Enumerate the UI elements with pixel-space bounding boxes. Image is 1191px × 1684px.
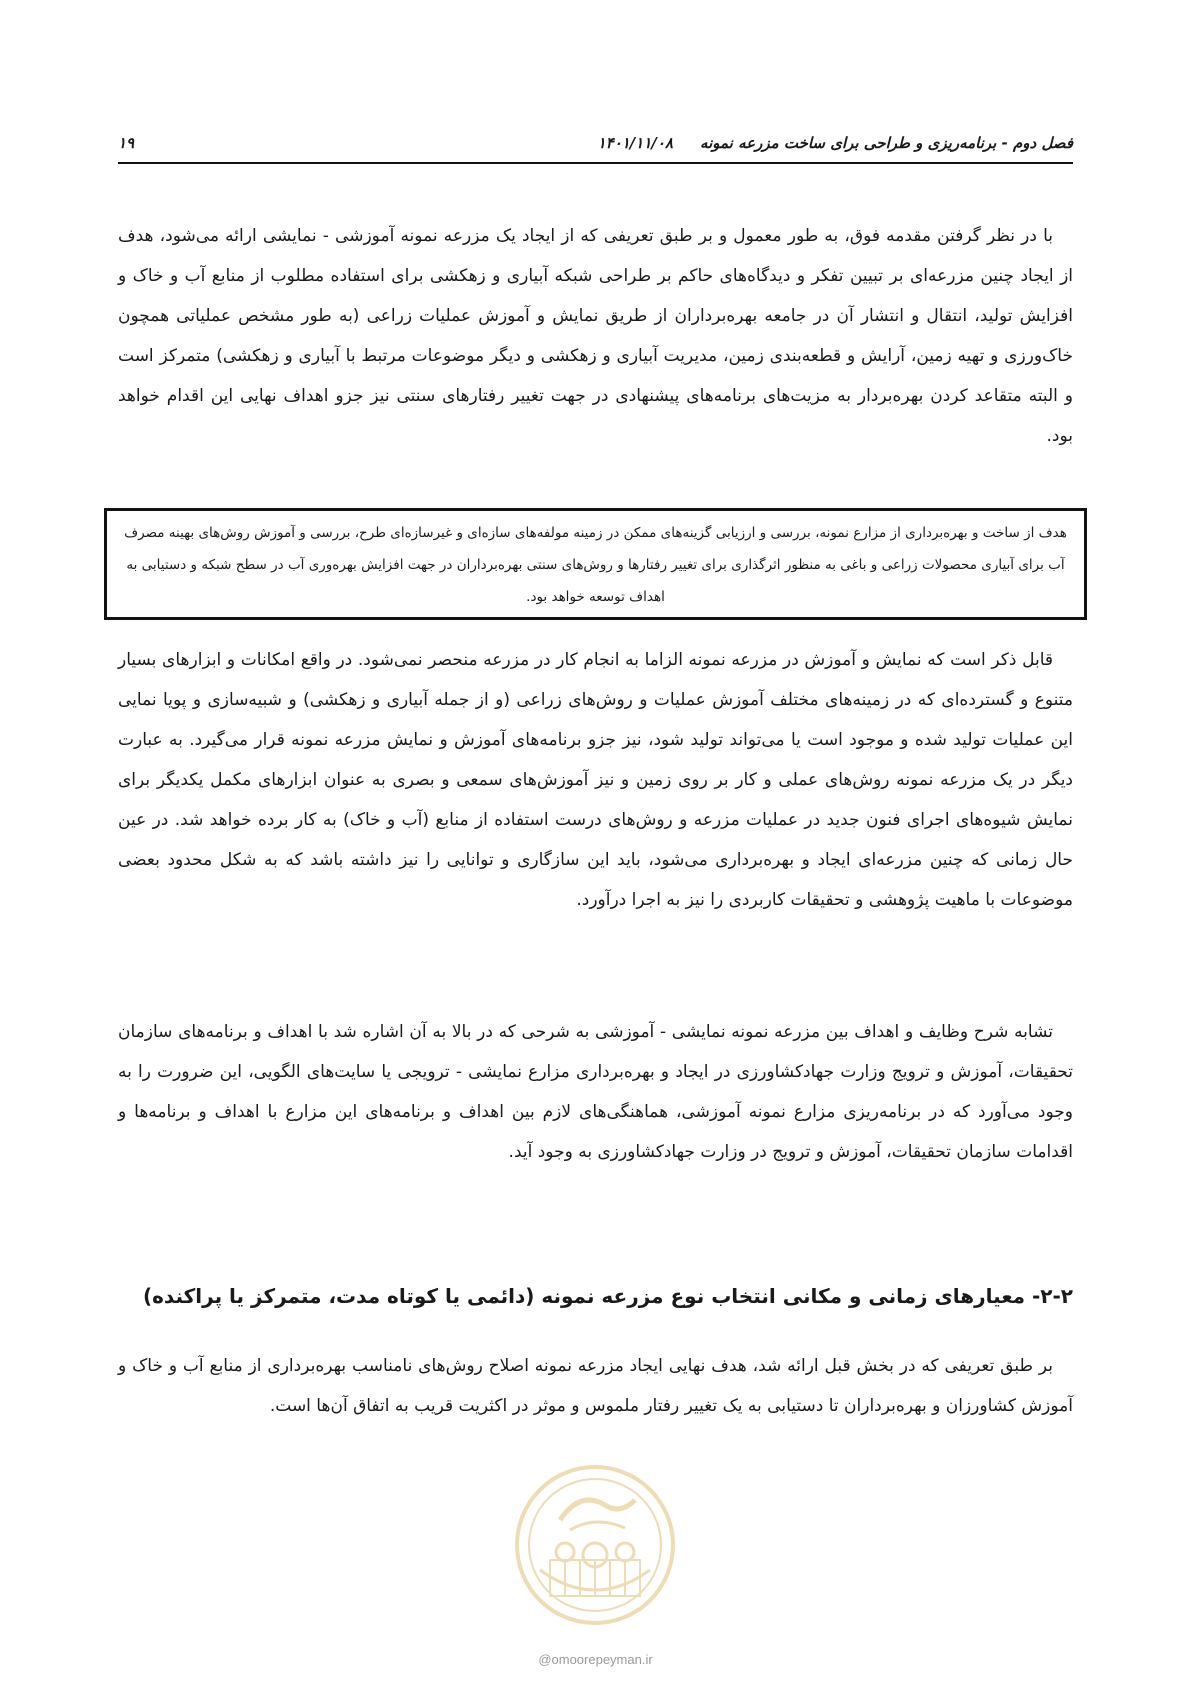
paragraph-text: تشابه شرح وظایف و اهداف بین مزرعه نمونه نمایشی - آموزشی به شرحی که در بالا به آن اشاره شد با اهداف و برنامه‌های سازمان تحقیقات، آموزش و ترویج وزارت جهادکشاورزی در ایجاد و بهره‌برداری مزارع نمایشی - ترویجی یا سایت‌های الگویی، این ضرورت را به وجود می‌آورد که در برنامه‌ریزی مزارع نمونه آموزشی، هماهنگی‌های لازم بین اهداف و برنامه‌های این مزارع با اهداف و برنامه‌ها و اقدامات سازمان تحقیقات، آموزش و ترویج در وزارت جهادکشاورزی به وجود آید. (118, 1022, 1073, 1162)
paragraph-text: با در نظر گرفتن مقدمه فوق، به طور معمول و بر طبق تعریفی که از ایجاد یک مزرعه نمونه آموزشی - نمایشی ارائه می‌شود، هدف از ایجاد چنین مزرعه‌ای بر تبیین تفکر و دیدگاه‌های حاکم بر طراحی شبکه آبیاری و زهکشی برای استفاده مطلوب از منابع آب و خاک و افزایش تولید، انتقال و انتشار آن در جامعه بهره‌برداران از طریق نمایش و آموزش عملیات زراعی (به طور مشخص عملیاتی همچون خاک‌ورزی و تهیه زمین، آرایش و قطعه‌بندی زمین، مدیریت آبیاری و زهکشی و دیگر موضوعات مرتبط با آبیاری و زهکشی) متمرکز است و البته متقاعد کردن بهره‌بردار به مزیت‌های برنامه‌های پیشنهادی در جهت تغییر رفتارهای سنتی نیز جزو اهداف نهایی این اقدام خواهد بود. (118, 226, 1073, 446)
paragraph-similarity (118, 1012, 1073, 1172)
header-date: ۱۴۰۱/۱۱/۰۸ (597, 134, 673, 152)
section-heading: ۲-۲- معیارهای زمانی و مکانی انتخاب نوع مزرعه نمونه (دائمی یا کوتاه مدت، متمرکز یا پراکنده) (142, 1284, 1073, 1308)
watermark-url: @omoorepeyman.ir (538, 1652, 653, 1667)
chapter-title: فصل دوم - برنامه‌ریزی و طراحی برای ساخت مزرعه نمونه (700, 134, 1073, 152)
paragraph-text: بر طبق تعریفی که در بخش قبل ارائه شد، هدف نهایی ایجاد مزرعه نمونه اصلاح روش‌های نامناسب بهره‌برداری از منابع آب و خاک و آموزش کشاورزان و بهره‌برداران تا دستیابی به یک تغییر رفتار ملموس و موثر در اکثریت قریب به اتفاق آن‌ها است. (118, 1356, 1073, 1416)
page-number: ۱۹ (118, 134, 135, 152)
seal-logo-icon (510, 1460, 680, 1630)
paragraph-text: قابل ذکر است که نمایش و آموزش در مزرعه نمونه الزاما به انجام کار در مزرعه منحصر نمی‌شود. در واقع امکانات و ابزارهای بسیار متنوع و گسترده‌ای که در زمینه‌های مختلف آموزش عملیات و روش‌های زراعی (و از جمله آبیاری و زهکشی) و شبیه‌سازی و پویا نمایی این عملیات تولید شده و موجود است یا می‌تواند تولید شود، نیز جزو برنامه‌های آموزش و نمایش مزرعه نمونه قرار می‌گیرد. به عبارت دیگر در یک مزرعه نمونه روش‌های عملی و کار بر روی زمین و نیز آموزش‌های سمعی و بصری به عنوان ابزارهای مکمل یکدیگر برای نمایش شیوه‌های اجرای فنون جدید در عملیات مزرعه و روش‌های درست استفاده از منابع (آب و خاک) به کار برده خواهد شد. در عین حال زمانی که چنین مزرعه‌ای ایجاد و بهره‌برداری می‌شود، باید این سازگاری و توانایی را نیز داشته باشد که به شکل محدود بعضی موضوعات با ماهیت پژوهشی و تحقیقات کاربردی را نیز به اجرا درآورد. (118, 650, 1073, 910)
paragraph-intro (118, 216, 1073, 456)
paragraph-definition (118, 1346, 1073, 1426)
paragraph-demonstration (118, 640, 1073, 920)
page-header (118, 130, 1073, 164)
highlight-box-text: هدف از ساخت و بهره‌برداری از مزارع نمونه، بررسی و ارزیابی گزینه‌های ممکن در زمینه مولفه‌های سازه‌ای و غیرسازه‌ای طرح، بررسی و آموزش روش‌های بهینه مصرف آب برای آبیاری محصولات زراعی و باغی به منظور اثرگذاری برای تغییر رفتارها و روش‌های سنتی بهره‌برداران در جهت افزایش بهره‌وری آب در سطح شبکه و دستیابی به اهداف توسعه خواهد بود. (124, 525, 1067, 605)
highlight-box (104, 508, 1087, 620)
